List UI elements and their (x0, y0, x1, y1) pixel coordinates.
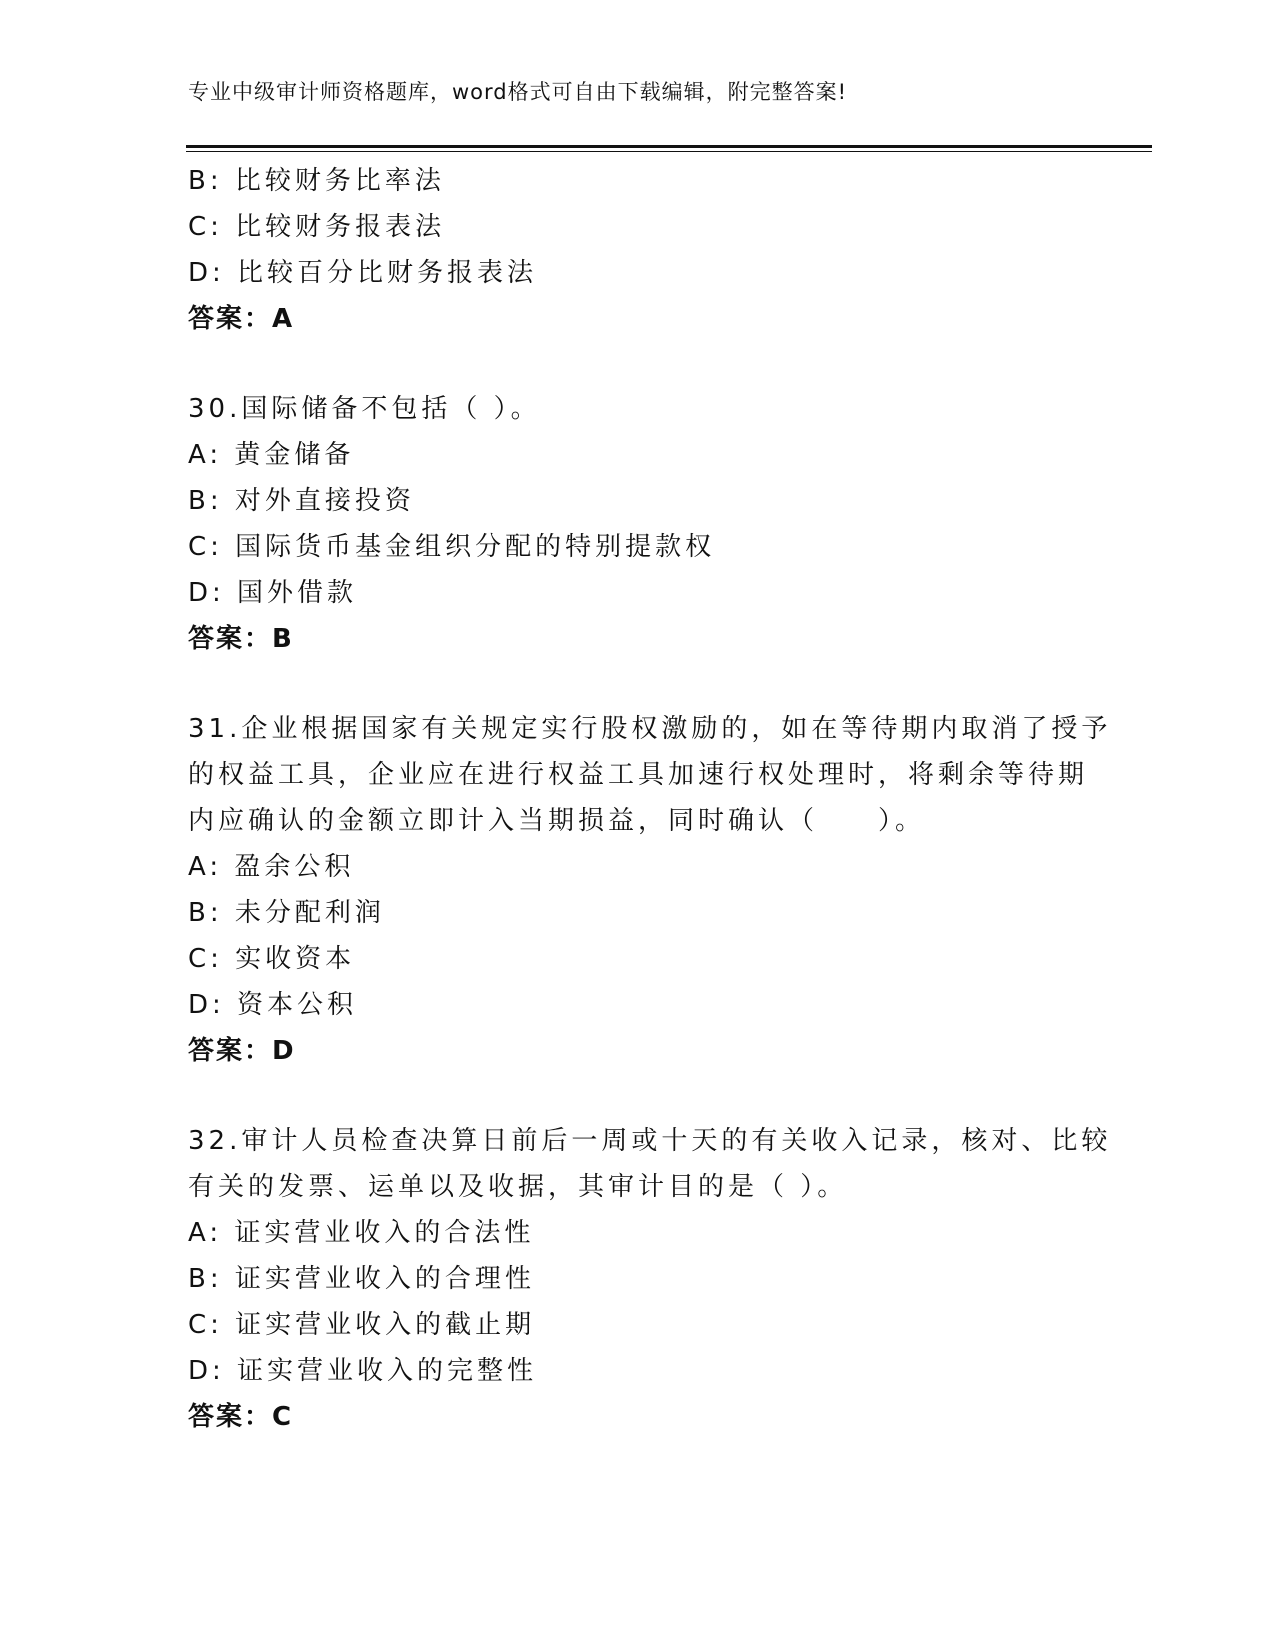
continued-question (188, 158, 1108, 342)
option-line: B: 比较财务比率法 (188, 166, 445, 196)
option-line: D: 比较百分比财务报表法 (188, 258, 538, 288)
answer-line: 答案：A (188, 304, 295, 334)
question-stem: 31.企业根据国家有关规定实行股权激励的，如在等待期内取消了授予 (188, 714, 1112, 744)
option-line: B: 未分配利润 (188, 898, 385, 928)
question-32 (188, 1118, 1112, 1440)
option-line: C: 比较财务报表法 (188, 212, 446, 242)
option-line: D: 证实营业收入的完整性 (188, 1356, 538, 1386)
option-line: A: 证实营业收入的合法性 (188, 1218, 535, 1248)
option-line: B: 对外直接投资 (188, 486, 415, 516)
option-line: A: 盈余公积 (188, 852, 355, 882)
option-line: D: 资本公积 (188, 990, 358, 1020)
spacer (188, 1074, 1108, 1118)
question-stem: 内应确认的金额立即计入当期损益，同时确认（ ）。 (188, 806, 926, 836)
option-line: A: 黄金储备 (188, 440, 355, 470)
page-header: 专业中级审计师资格题库，word格式可自由下载编辑，附完整答案! (188, 80, 848, 104)
answer-line: 答案：B (188, 624, 294, 654)
spacer (188, 342, 1108, 386)
question-30 (188, 386, 1108, 662)
option-line: B: 证实营业收入的合理性 (188, 1264, 535, 1294)
question-stem: 30.国际储备不包括（ ）。 (188, 394, 541, 424)
question-stem: 32.审计人员检查决算日前后一周或十天的有关收入记录，核对、比较 (188, 1126, 1112, 1156)
question-content (188, 158, 1112, 1440)
answer-line: 答案：C (188, 1402, 294, 1432)
question-stem: 的权益工具，企业应在进行权益工具加速行权处理时，将剩余等待期 (188, 760, 1089, 790)
answer-line: 答案：D (188, 1036, 296, 1066)
spacer (188, 662, 1108, 706)
option-line: C: 国际货币基金组织分配的特别提款权 (188, 532, 716, 562)
header-rule-thick (186, 145, 1152, 148)
header-rule-thin (186, 151, 1152, 152)
option-line: C: 证实营业收入的截止期 (188, 1310, 536, 1340)
option-line: D: 国外借款 (188, 578, 358, 608)
option-line: C: 实收资本 (188, 944, 356, 974)
question-stem: 有关的发票、运单以及收据，其审计目的是（ ）。 (188, 1172, 848, 1202)
question-31 (188, 706, 1112, 1074)
